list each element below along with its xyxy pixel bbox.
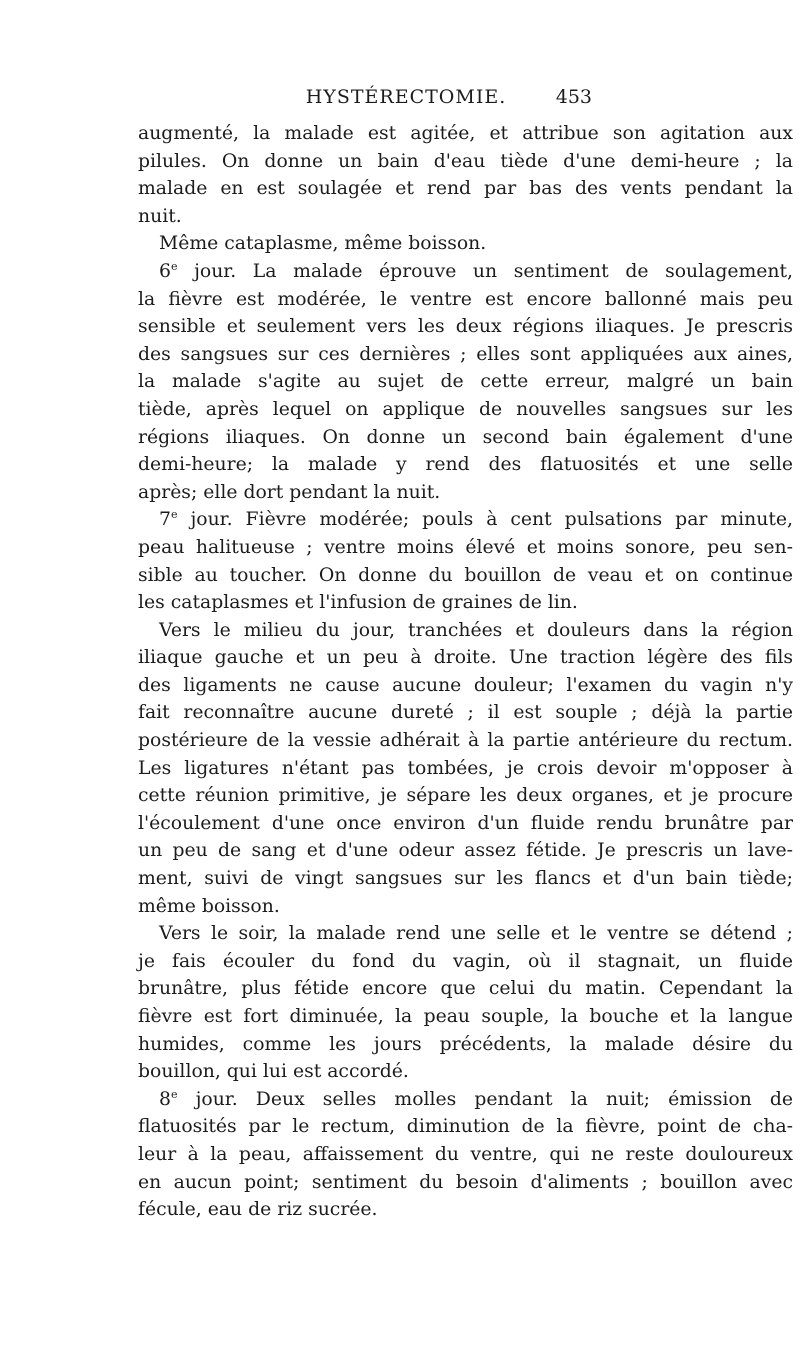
text-line: régions iliaques. On donne un second bain également d'une [138,426,793,448]
running-title: HYSTÉRECTOMIE. [305,86,507,108]
text-line: Les ligatures n'étant pas tombées, je crois devoir m'opposer à [138,757,793,779]
ordinal-suffix: e [170,1087,178,1101]
day-number: 6 [159,260,171,282]
text-line: Vers le soir, la malade rend une selle et le ventre se détend ; [159,923,793,945]
text-line-rest: jour. La malade éprouve un sentiment de soulagement, [177,260,793,282]
page-number: 453 [555,86,592,108]
text-line: fièvre est fort diminuée, la peau souple, la bouche et la langue [138,1006,793,1027]
text-line: Vers le milieu du jour, tranchées et douleurs dans la région [159,619,793,641]
text-line: sible au toucher. On donne du bouillon de veau et on continue [138,564,793,586]
text-line: la malade s'agite au sujet de cette erreur, malgré un bain [138,371,793,393]
ordinal-suffix: e [170,508,178,522]
day-number: 8 [159,1088,171,1110]
text-line: augmenté, la malade est agitée, et attribue son agitation aux [138,123,793,144]
text-line: peau halitueuse ; ventre moins élevé et moins sonore, peu sen- [138,536,793,558]
text-line: nuit. [138,205,182,227]
text-line: pilules. On donne un bain d'eau tiède d'une demi-heure ; la [138,150,793,172]
text-line: tiède, après lequel on applique de nouvelles sangsues sur les [138,398,793,420]
text-line-day-6 [138,258,793,286]
text-line: les cataplasmes et l'infusion de graines de lin. [138,592,578,614]
text-line: sensible et seulement vers les deux régions iliaques. Je prescris [138,316,793,338]
text-line: après; elle dort pendant la nuit. [138,481,441,503]
text-line: un peu de sang et d'une odeur assez fétide. Je prescris un lave- [138,840,793,862]
text-line: demi-heure; la malade y rend des flatuosités et une selle [138,454,793,476]
text-line: des ligaments ne cause aucune douleur; l'examen du vagin n'y [138,674,793,696]
text-line: la fièvre est modérée, le ventre est encore ballonné mais peu [138,288,793,310]
text-line: ment, suivi de vingt sangsues sur les flancs et d'un bain tiède; [138,868,793,890]
text-line: cette réunion primitive, je sépare les deux organes, et je procure [138,785,793,807]
ordinal-suffix: e [170,259,178,273]
text-line: humides, comme les jours précédents, la malade désire du [138,1033,793,1055]
text-line: postérieure de la vessie adhérait à la partie antérieure du rectum. [138,730,793,752]
text-line: brunâtre, plus fétide encore que celui du matin. Cependant la [138,978,793,1000]
text-line: l'écoulement d'une once environ d'un fluide rendu brunâtre par [138,812,793,834]
body-text [138,120,793,1224]
text-line: fait reconnaître aucune dureté ; il est souple ; déjà la partie [138,702,793,724]
text-line-day-8 [138,1086,793,1114]
text-line: malade en est soulagée et rend par bas des vents pendant la [138,178,793,200]
text-line: même boisson. [138,895,280,917]
text-line: iliaque gauche et un peu à droite. Une traction légère des fils [138,647,793,669]
text-line: je fais écouler du fond du vagin, où il stagnait, un fluide [138,950,793,972]
text-line-day-7 [138,506,793,534]
text-line-rest: jour. Fièvre modérée; pouls à cent pulsations par minute, [177,509,793,531]
text-line-rest: jour. Deux selles molles pendant la nuit; émission de [177,1088,793,1110]
text-line: fécule, eau de riz sucrée. [138,1199,378,1221]
text-line: en aucun point; sentiment du besoin d'aliments ; bouillon avec [138,1171,793,1193]
text-line: Même cataplasme, même boisson. [159,233,487,255]
text-line: bouillon, qui lui est accordé. [138,1061,409,1083]
page-header [220,86,592,116]
day-number: 7 [159,509,171,531]
text-line: leur à la peau, affaissement du ventre, qui ne reste douloureux [138,1143,793,1165]
text-line: des sangsues sur ces dernières ; elles sont appliquées aux aines, [138,343,793,365]
text-line: flatuosités par le rectum, diminution de la fièvre, point de cha- [138,1116,793,1138]
